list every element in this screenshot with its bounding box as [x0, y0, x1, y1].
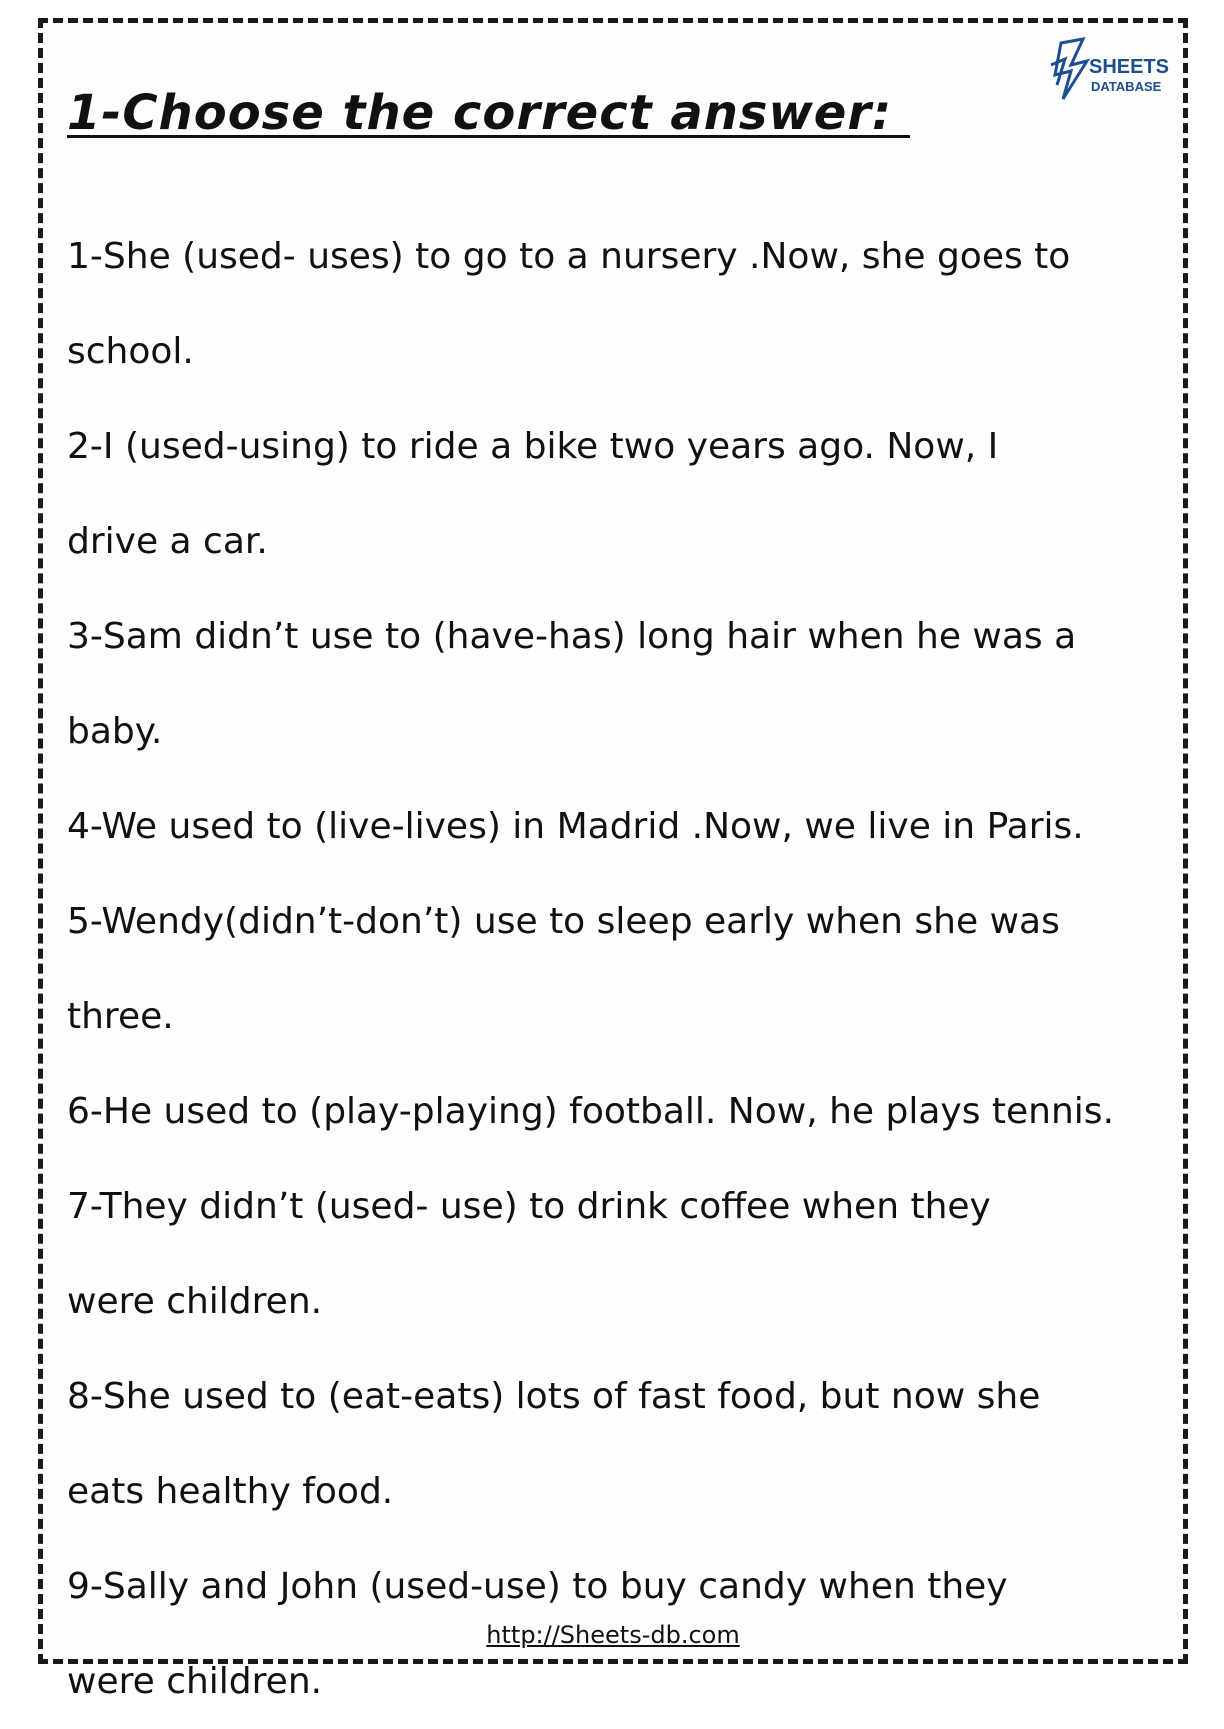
worksheet-frame	[38, 18, 1188, 1702]
question-item: 6-He used to (play-playing) football. Now, he plays tennis.	[67, 1091, 1115, 1132]
worksheet-title: 1-Choose the correct answer:	[67, 85, 910, 141]
question-item: 7-They didn’t (used- use) to drink coffee when they were children.	[67, 1186, 991, 1322]
question-item: 4-We used to (live-lives) in Madrid .Now, we live in Paris.	[67, 806, 1084, 847]
question-item: 1-She (used- uses) to go to a nursery .Now, she goes to school.	[67, 236, 1071, 372]
sheets-database-logo-icon	[1043, 35, 1173, 107]
question-item: 3-Sam didn’t use to (have-has) long hair when he was a baby.	[67, 616, 1077, 752]
question-item: 8-She used to (eat-eats) lots of fast food, but now she eats healthy food.	[67, 1376, 1041, 1512]
question-item: 9-Sally and John (used-use) to buy candy when they were children.	[67, 1566, 1008, 1702]
logo-brand-bottom: DATABASE	[1091, 79, 1162, 94]
question-list	[67, 209, 1167, 1729]
question-item: 5-Wendy(didn’t-don’t) use to sleep early when she was three.	[67, 901, 1060, 1037]
logo-brand-top: SHEETS	[1089, 56, 1170, 78]
footer-website-link[interactable]: http://Sheets-db.com	[486, 1621, 740, 1649]
question-item: 2-I (used-using) to ride a bike two years ago. Now, I drive a car.	[67, 426, 999, 562]
